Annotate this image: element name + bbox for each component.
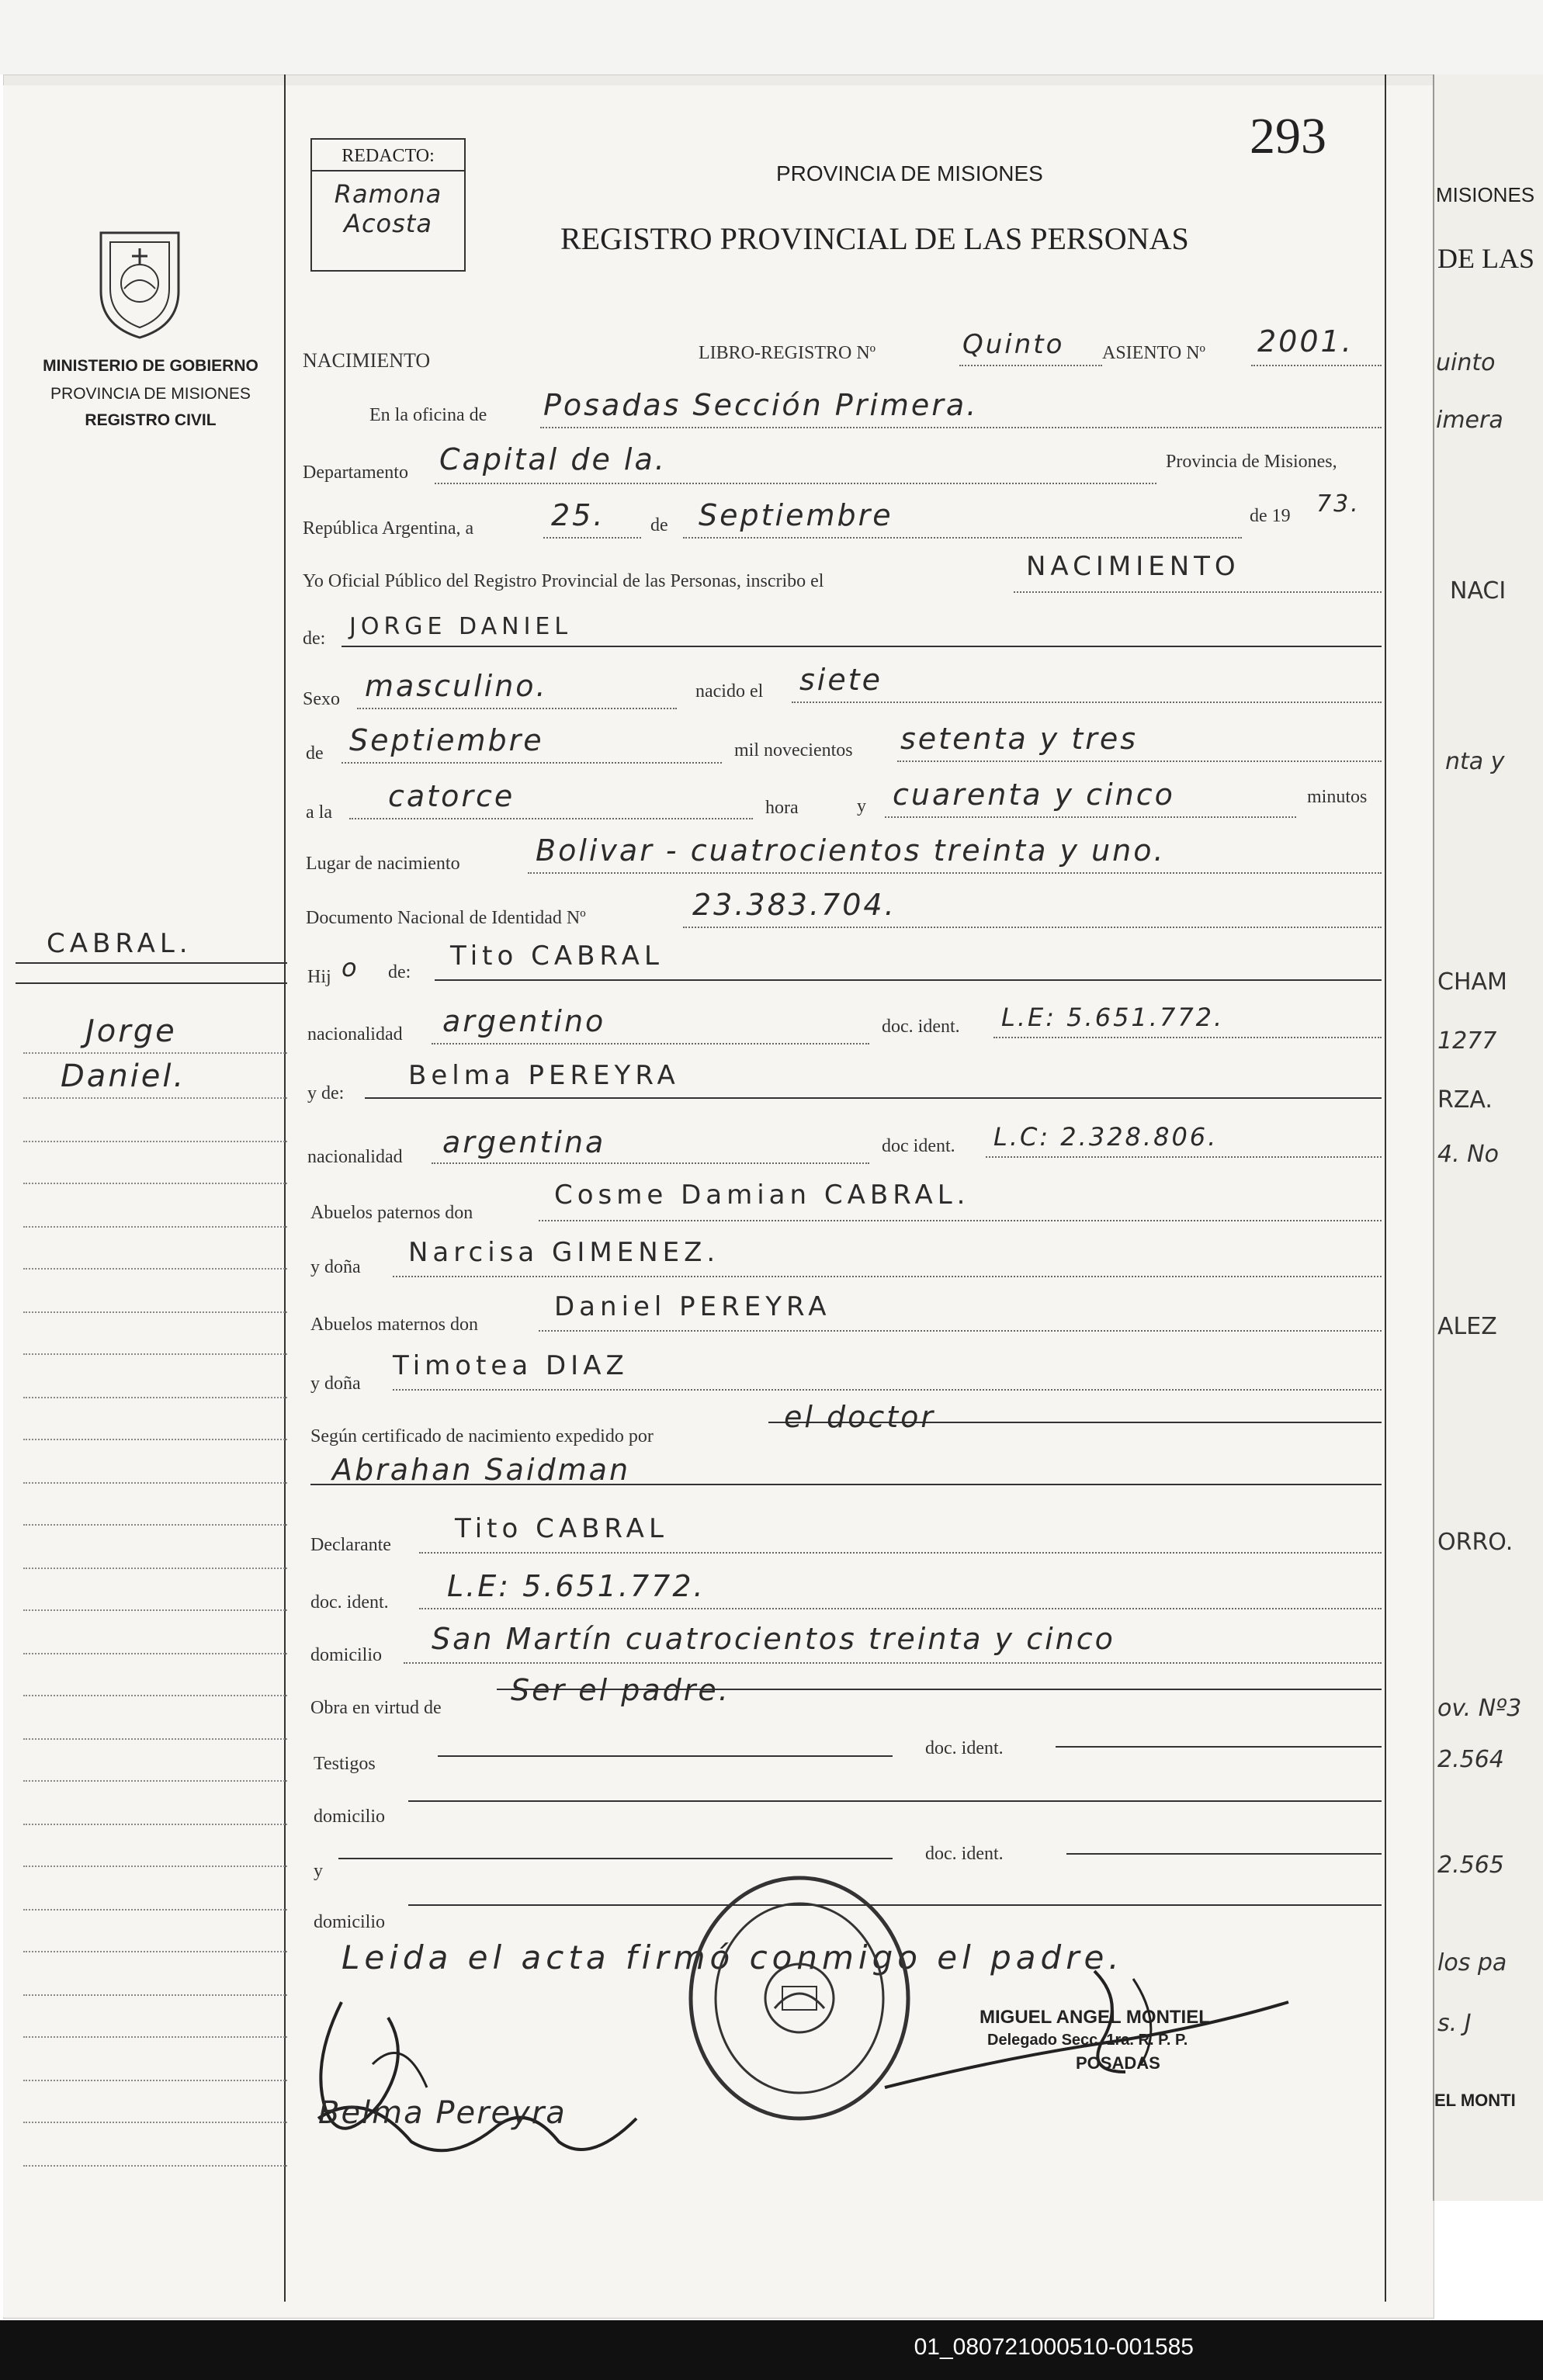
left-column-rule	[284, 74, 286, 2302]
right-fragment: 4. No	[1437, 1141, 1499, 1168]
minutos-line	[885, 816, 1296, 818]
footer-bar	[0, 2320, 1543, 2380]
ydona1-label: y doña	[310, 1257, 361, 1277]
anio-value: 73.	[1316, 490, 1361, 518]
side-given-1: Jorge	[85, 1013, 177, 1049]
domicilio-value: San Martín cuatrocientos treinta y cinco	[432, 1622, 1115, 1656]
lugar-label: Lugar de nacimiento	[306, 854, 460, 874]
side-surname: CABRAL.	[47, 928, 192, 959]
side-line	[23, 1311, 287, 1313]
madre-line	[365, 1097, 1382, 1099]
abuela-mat-value: Timotea DIAZ	[393, 1350, 629, 1381]
mil-line	[897, 760, 1382, 762]
declarante-label: Declarante	[310, 1535, 391, 1555]
hijo-de-label: de:	[388, 962, 411, 982]
side-line	[23, 1609, 287, 1611]
nac1-label: nacionalidad	[307, 1024, 403, 1044]
oficial-line	[1014, 591, 1382, 593]
side-line	[23, 1397, 287, 1398]
doc1-line	[993, 1037, 1382, 1038]
oficina-label: En la oficina de	[369, 405, 487, 425]
doc1-value: L.E: 5.651.772.	[1001, 1003, 1225, 1032]
mes-nac-value: Septiembre	[349, 723, 544, 757]
de-label: de	[650, 515, 668, 535]
redacto-name-1: Ramona	[334, 179, 442, 209]
right-fragment: EL MONTI	[1434, 2091, 1516, 2110]
doc-t1-line	[1056, 1746, 1382, 1748]
nacido-label: nacido el	[695, 681, 764, 702]
abuelos-mat-label: Abuelos maternos don	[310, 1315, 478, 1335]
domicilio-t2-label: domicilio	[314, 1912, 385, 1932]
testigo2-line	[338, 1858, 893, 1859]
departamento-line	[435, 483, 1156, 484]
right-fragment: uinto	[1436, 349, 1496, 376]
nac1-value: argentino	[442, 1004, 606, 1038]
redacto-box	[310, 138, 466, 272]
libro-label: LIBRO-REGISTRO Nº	[699, 343, 876, 363]
asiento-value: 2001.	[1257, 324, 1354, 359]
side-line	[23, 1824, 287, 1825]
side-line	[23, 2080, 287, 2081]
mes-line	[683, 537, 1242, 539]
stamp-role: Delegado Secc. 1ra. R. P. P.	[987, 2032, 1188, 2049]
right-fragment: DE LAS	[1437, 243, 1534, 274]
side-line	[23, 1866, 287, 1867]
hijo-suffix: o	[342, 953, 359, 982]
right-fragment: ORRO.	[1437, 1529, 1514, 1556]
ydona2-label: y doña	[310, 1374, 361, 1394]
signature-officer	[869, 1956, 1304, 2103]
side-line	[23, 1353, 287, 1355]
nac2-label: nacionalidad	[307, 1147, 403, 1167]
hora-line	[349, 818, 753, 819]
domicilio-t1-line	[408, 1800, 1382, 1802]
right-fragment: los pa	[1437, 1949, 1507, 1976]
certificado-value: el doctor	[784, 1400, 936, 1434]
side-line	[23, 1482, 287, 1484]
right-fragment: 2.564	[1437, 1746, 1504, 1773]
nombre-value: JORGE DANIEL	[349, 613, 573, 640]
side-line	[23, 1994, 287, 1996]
nacido-value: siete	[799, 663, 883, 697]
right-fragment: MISIONES	[1436, 183, 1535, 206]
yde-label: y de:	[307, 1083, 345, 1103]
certificado-label: Según certificado de nacimiento expedido por	[310, 1426, 654, 1446]
side-line	[23, 1052, 287, 1054]
right-fragment: CHAM	[1437, 968, 1507, 996]
padre-value: Tito CABRAL	[450, 941, 664, 972]
madre-value: Belma PEREYRA	[408, 1060, 680, 1091]
next-page-edge	[1433, 74, 1543, 2201]
side-line	[23, 1226, 287, 1228]
right-fragment: imera	[1436, 407, 1503, 434]
stamp-name: MIGUEL ANGEL MONTIEL	[980, 2007, 1210, 2028]
oficina-line	[540, 427, 1382, 428]
leida-text: Leida el acta firmó conmigo el padre.	[342, 1938, 1124, 1976]
nac2-line	[432, 1162, 869, 1164]
obra-value: Ser el padre.	[511, 1673, 730, 1707]
libro-value: Quinto	[962, 329, 1065, 360]
side-line	[23, 1268, 287, 1270]
oficina-value: Posadas Sección Primera.	[543, 388, 979, 422]
side-line	[23, 1695, 287, 1696]
domicilio-line	[404, 1662, 1382, 1664]
doc2-line	[986, 1156, 1382, 1158]
lugar-line	[528, 872, 1382, 874]
dni-value: 23.383.704.	[692, 888, 896, 922]
right-fragment: 2.565	[1437, 1852, 1504, 1879]
side-line	[23, 1183, 287, 1184]
abuela-pat-line	[393, 1276, 1382, 1277]
right-fragment: ov. Nº3	[1437, 1695, 1522, 1722]
hora-value: catorce	[388, 779, 515, 813]
side-line	[23, 1097, 287, 1099]
docdecl-value: L.E: 5.651.772.	[447, 1569, 706, 1603]
sexo-label: Sexo	[303, 689, 340, 709]
right-fragment: ALEZ	[1437, 1313, 1497, 1340]
signature-text: Belma Pereyra	[318, 2095, 567, 2131]
departamento-label: Departamento	[303, 462, 408, 483]
side-line	[23, 2165, 287, 2167]
minutos-label: minutos	[1307, 787, 1368, 807]
lugar-value: Bolivar - cuatrocientos treinta y uno.	[536, 833, 1166, 868]
side-line	[23, 1439, 287, 1440]
abuelo-pat-value: Cosme Damian CABRAL.	[554, 1180, 970, 1211]
hijo-label: Hij	[307, 967, 331, 987]
doc2-label: doc ident.	[882, 1136, 955, 1156]
anio-label: de 19	[1250, 506, 1291, 526]
provincial-seal	[85, 217, 194, 341]
dia-value: 25.	[551, 498, 605, 532]
doc2-value: L.C: 2.328.806.	[993, 1122, 1219, 1152]
right-column-rule	[1385, 74, 1386, 2302]
nac1-line	[432, 1043, 869, 1044]
right-fragment: RZA.	[1437, 1086, 1493, 1114]
sexo-line	[357, 708, 677, 709]
obra-label: Obra en virtud de	[310, 1698, 442, 1718]
docdecl-label: doc. ident.	[310, 1592, 389, 1613]
asiento-label: ASIENTO Nº	[1102, 343, 1205, 363]
doc-t2-label: doc. ident.	[925, 1844, 1004, 1864]
declarante-value: Tito CABRAL	[455, 1513, 668, 1544]
abuelos-pat-label: Abuelos paternos don	[310, 1203, 473, 1223]
minutos-value: cuarenta y cinco	[893, 778, 1175, 812]
side-line	[23, 1738, 287, 1740]
side-line	[23, 1780, 287, 1782]
side-line	[23, 2122, 287, 2123]
doc-t1-label: doc. ident.	[925, 1738, 1004, 1758]
nacido-line	[792, 702, 1382, 703]
signature-mother	[295, 1971, 699, 2173]
mes-nac-line	[342, 762, 722, 764]
ministry-line-1: MINISTERIO DE GOBIERNO	[43, 357, 258, 375]
abuela-mat-line	[393, 1389, 1382, 1391]
mil-value: setenta y tres	[900, 722, 1139, 756]
footer-id: 01_080721000510-001585	[914, 2334, 1194, 2360]
dni-label: Documento Nacional de Identidad Nº	[306, 908, 586, 928]
header-province: PROVINCIA DE MISIONES	[776, 161, 1043, 185]
doc1-label: doc. ident.	[882, 1017, 960, 1037]
y-label: y	[857, 796, 866, 816]
oficial-value: NACIMIENTO	[1026, 551, 1240, 582]
ministry-line-2: PROVINCIA DE MISIONES	[50, 385, 251, 403]
header-title: REGISTRO PROVINCIAL DE LAS PERSONAS	[560, 221, 1189, 256]
nac2-value: argentina	[442, 1125, 606, 1159]
side-line	[23, 1568, 287, 1569]
de3-label: de	[306, 743, 324, 764]
y-t2-label: y	[314, 1861, 323, 1881]
mes-value: Septiembre	[699, 498, 893, 532]
record-type-label: NACIMIENTO	[303, 349, 431, 372]
departamento-value: Capital de la.	[439, 442, 667, 476]
mil-label: mil novecientos	[734, 740, 853, 760]
declarante-line	[419, 1552, 1382, 1554]
abuelo-mat-value: Daniel PEREYRA	[554, 1291, 831, 1322]
oficial-label: Yo Oficial Público del Registro Provincial de las Personas, inscribo el	[303, 571, 824, 591]
side-surname-line	[16, 962, 287, 964]
side-surname-line-2	[16, 982, 287, 984]
side-given-2: Daniel.	[61, 1058, 186, 1094]
provincia-label: Provincia de Misiones,	[1166, 452, 1337, 472]
republica-label: República Argentina, a	[303, 518, 474, 539]
side-line	[23, 1141, 287, 1142]
stamp-city: POSADAS	[1076, 2053, 1160, 2073]
right-fragment: s. J	[1437, 2010, 1472, 2037]
asiento-line	[1251, 365, 1382, 366]
dni-line	[683, 927, 1382, 928]
redacto-label: REDACTO:	[312, 146, 464, 171]
abuelo-pat-line	[539, 1220, 1382, 1221]
nombre-line	[342, 646, 1382, 647]
domicilio-t1-label: domicilio	[314, 1807, 385, 1827]
top-margin	[0, 0, 1543, 74]
right-fragment: NACI	[1450, 577, 1507, 605]
testigos-label: Testigos	[314, 1754, 376, 1774]
sexo-value: masculino.	[365, 669, 548, 703]
right-fragment: nta y	[1445, 748, 1505, 775]
libro-line	[959, 365, 1102, 366]
side-line	[23, 1524, 287, 1526]
dia-line	[543, 537, 641, 539]
certificado-value-2: Abrahan Saidman	[332, 1453, 631, 1487]
testigo1-line	[438, 1755, 893, 1757]
ala-label: a la	[306, 802, 332, 823]
abuelo-mat-line	[539, 1330, 1382, 1332]
side-line	[23, 1653, 287, 1654]
right-fragment: 1277	[1437, 1027, 1497, 1055]
padre-line	[435, 979, 1382, 981]
redacto-name-2: Acosta	[344, 209, 432, 238]
ministry-line-3: REGISTRO CIVIL	[85, 411, 217, 429]
side-line	[23, 1909, 287, 1911]
page-number: 293	[1250, 108, 1326, 165]
side-line	[23, 2036, 287, 2038]
de2-label: de:	[303, 629, 326, 649]
doc-t2-line	[1066, 1853, 1382, 1855]
docdecl-line	[419, 1608, 1382, 1609]
hora-label: hora	[765, 798, 799, 818]
abuela-pat-value: Narcisa GIMENEZ.	[408, 1237, 720, 1268]
domicilio-label: domicilio	[310, 1645, 382, 1665]
side-line	[23, 1951, 287, 1952]
